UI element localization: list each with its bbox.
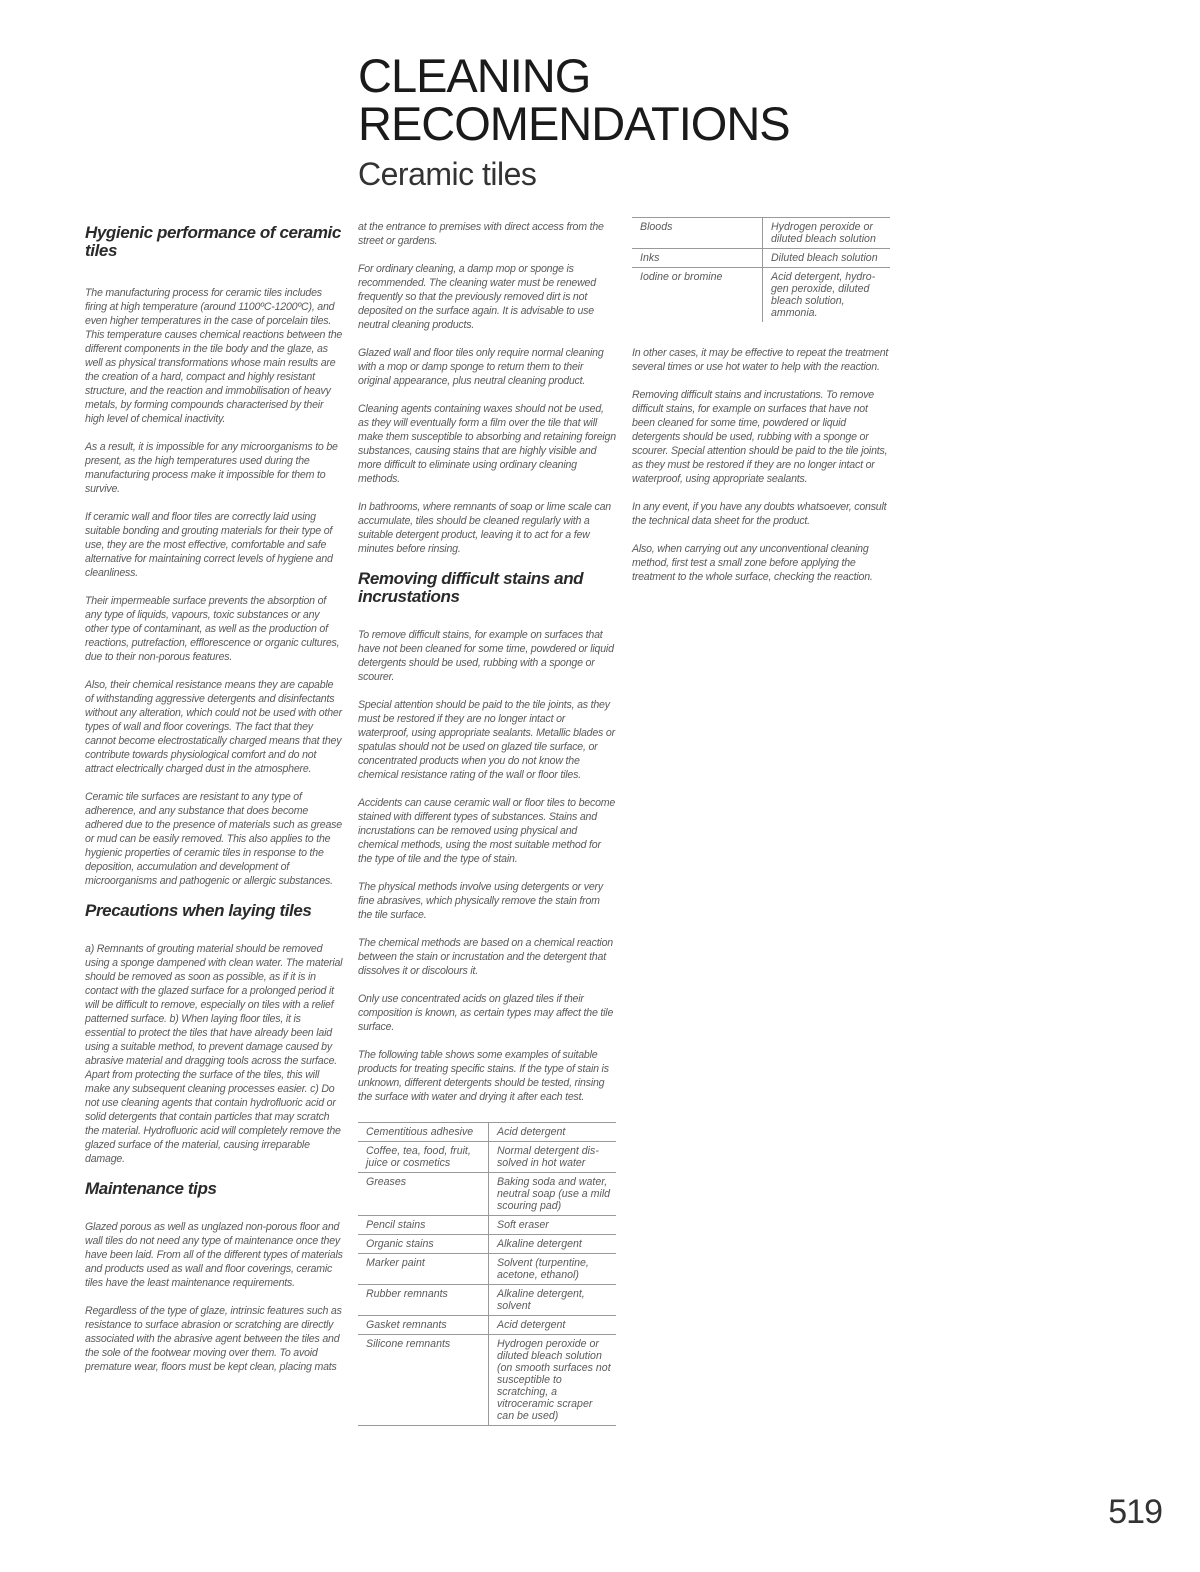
table-row [358, 1316, 616, 1335]
heading-removing: Removing difficult stains and incrustations [358, 569, 584, 606]
stain-cell: Silicone remnants [358, 1335, 489, 1426]
table-row [632, 249, 890, 268]
stain-cell: Inks [632, 249, 763, 268]
stain-cell: Iodine or bromine [632, 268, 763, 323]
table-row [358, 1285, 616, 1316]
paragraph: Accidents can cause ceramic wall or floor tiles to become stained with different types of substances. Stains and incrustations can be removed using physical and chemical methods, using the most suitable method for the type of tile and the type of stain. [358, 797, 616, 865]
table-row [358, 1123, 616, 1142]
paragraph: If ceramic wall and floor tiles are correctly laid using suitable bonding and grouting materials for their type of use, they are the most effective, comfortable and safe alternative for maintaining correct levels of hygiene and cleanliness. [85, 511, 333, 579]
heading-maintenance: Maintenance tips [85, 1179, 217, 1198]
paragraph: Regardless of the type of glaze, intrinsic features such as resistance to surface abrasion or scratching are directly associated with the abrasive agent between the tiles and the sole of the footwear moving over them. To avoid premature wear, floors must be kept clean, placing mats [85, 1305, 342, 1373]
paragraph: In other cases, it may be effective to repeat the treatment several times or use hot water to help with the reaction. [632, 347, 889, 373]
table-row [358, 1142, 616, 1173]
column-1 [85, 218, 343, 1388]
table-row [632, 218, 890, 249]
column-2 [358, 220, 616, 1426]
paragraph: at the entrance to premises with direct access from the street or gardens. [358, 221, 604, 247]
paragraph: Glazed porous as well as unglazed non-porous floor and wall tiles do not need any type of maintenance once they have been laid. From all of the different types of materials and products used as wall and floor coverings, ceramic tiles have the least maintenance requirements. [85, 1221, 343, 1289]
title-block [358, 49, 918, 193]
page-title-line2: RECOMENDATIONS [358, 97, 790, 150]
paragraph: The physical methods involve using detergents or very fine abrasives, which physically remove the stain from the tile surface. [358, 881, 603, 921]
table-row [358, 1335, 616, 1426]
paragraph: To remove difficult stains, for example on surfaces that have not been cleaned for some time, powdered or liquid detergents should be used, rubbing with a sponge or scourer. [358, 629, 614, 683]
treatment-cell: Baking soda and water, neutral soap (use a mild scouring pad) [489, 1173, 617, 1216]
treatment-cell: Normal detergent dis-solved in hot water [489, 1142, 617, 1173]
treatment-cell: Solvent (turpentine, acetone, ethanol) [489, 1254, 617, 1285]
paragraph: Glazed wall and floor tiles only require normal cleaning with a mop or damp sponge to return them to their original appearance, plus neutral cleaning product. [358, 347, 604, 387]
treatment-cell: Hydrogen peroxide or diluted bleach solution [763, 218, 891, 249]
paragraph: For ordinary cleaning, a damp mop or sponge is recommended. The cleaning water must be renewed frequently so that the previously removed dirt is not deposited on the surface again. It is advisable to use neutral cleaning products. [358, 263, 596, 331]
paragraph: Only use concentrated acids on glazed tiles if their composition is known, as certain types may affect the tile surface. [358, 993, 614, 1033]
stain-cell: Cementitious adhesive [358, 1123, 489, 1142]
paragraph: a) Remnants of grouting material should be removed using a sponge dampened with clean water. The material should be removed as soon as possible, as if it is in contact with the glazed surface for a prolonged period it will be difficult to remove, especially on tiles with a relief patterned surface. b) When laying floor tiles, it is essential to protect the tiles that have already been laid using a suitable method, to prevent damage caused by abrasive material and dragging tools across the surface. Apart from protecting the surface of the tiles, this will make any subsequent cleaning processes easier. c) Do not use cleaning agents that contain hydrofluoric acid or solid detergents that contain particles that may scratch the material. Hydrofluoric acid will completely remove the glazed surface of the material, causing irreparable damage. [85, 943, 343, 1165]
column-3 [632, 346, 890, 598]
stain-treatment-table [358, 1122, 616, 1426]
table-row [358, 1254, 616, 1285]
paragraph: Removing difficult stains and incrustations. To remove difficult stains, for example on surfaces that have not been cleaned for some time, powdered or liquid detergents should be used, rubbing with a sponge or scourer. Special attention should be paid to the tile joints, as they must be restored if they are no longer intact or waterproof, using appropriate sealants. [632, 389, 888, 485]
treatment-cell: Acid detergent [489, 1316, 617, 1335]
treatment-cell: Hydrogen peroxide or diluted bleach solution (on smooth surfaces not susceptible to scratching, a vitroceramic scraper can be used) [489, 1335, 617, 1426]
stain-cell: Gasket remnants [358, 1316, 489, 1335]
paragraph: As a result, it is impossible for any microorganisms to be present, as the high temperatures used during the manufacturing process make it impossible for them to survive. [85, 441, 338, 495]
paragraph: Cleaning agents containing waxes should not be used, as they will eventually form a film over the tile that will make them susceptible to absorbing and retaining foreign substances, causing stains that are highly visible and more difficult to eliminate using ordinary cleaning methods. [358, 403, 616, 485]
table-row [358, 1216, 616, 1235]
paragraph: Their impermeable surface prevents the absorption of any type of liquids, vapours, toxic substances or any other type of contaminant, as well as the production of reactions, putrefaction, efflorescence or organic cultures, due to their non-porous features. [85, 595, 340, 663]
table-row [358, 1235, 616, 1254]
paragraph: Special attention should be paid to the tile joints, as they must be restored if they are no longer intact or waterproof, using appropriate sealants. Metallic blades or spatulas should not be used on glazed tile surface, or concentrated products when you do not know the chemical resistance rating of the wall or floor tiles. [358, 699, 615, 781]
stain-cell: Bloods [632, 218, 763, 249]
paragraph: The chemical methods are based on a chemical reaction between the stain or incrustation and the detergent that dissolves it or discolours it. [358, 937, 613, 977]
stain-cell: Pencil stains [358, 1216, 489, 1235]
treatment-cell: Soft eraser [489, 1216, 617, 1235]
page-title-line1: CLEANING [358, 49, 591, 102]
stain-cell: Greases [358, 1173, 489, 1216]
stain-cell: Organic stains [358, 1235, 489, 1254]
paragraph: Ceramic tile surfaces are resistant to any type of adherence, and any substance that does become adhered due to the presence of materials such as grease or mud can be easily removed. This also applies to the hygienic properties of ceramic tiles in response to the deposition, accumulation and development of microorganisms and pathogenic or allergic substances. [85, 791, 342, 887]
treatment-cell: Acid detergent, hydro-gen peroxide, diluted bleach solution, ammonia. [771, 271, 876, 319]
paragraph: In bathrooms, where remnants of soap or lime scale can accumulate, tiles should be cleaned regularly with a suitable detergent product, leaving it to act for a few minutes before rinsing. [358, 501, 611, 555]
page-number: 519 [1108, 1493, 1162, 1531]
heading-precautions: Precautions when laying tiles [85, 901, 312, 920]
treatment-cell: Acid detergent [489, 1123, 617, 1142]
paragraph: The manufacturing process for ceramic tiles includes firing at high temperature (around 1100ºC-1200ºC), and even higher temperatures in the case of porcelain tiles. This temperature causes chemical reactions between the different components in the tile body and the glaze, as well as physical transformations whose main results are the creation of a hard, compact and highly resistant structure, and the reaction and immobilisation of heavy metals, by forming compounds characterised by their high level of chemical inactivity. [85, 287, 343, 425]
stain-treatment-table-continued [632, 217, 890, 322]
treatment-cell: Alkaline detergent [489, 1235, 617, 1254]
table-row [358, 1173, 616, 1216]
stain-cell: Rubber remnants [358, 1285, 489, 1316]
paragraph: In any event, if you have any doubts whatsoever, consult the technical data sheet for the product. [632, 501, 887, 527]
treatment-cell: Diluted bleach solution [763, 249, 891, 268]
heading-hygienic: Hygienic performance of ceramic tiles [85, 223, 341, 260]
paragraph: The following table shows some examples of suitable products for treating specific stains. If the type of stain is unknown, different detergents should be tested, rinsing the surface with water and drying it after each test. [358, 1049, 609, 1103]
treatment-cell: Alkaline detergent, solvent [489, 1285, 617, 1316]
stain-cell: Coffee, tea, food, fruit, juice or cosmetics [358, 1142, 489, 1173]
page-subtitle: Ceramic tiles [358, 156, 537, 192]
paragraph: Also, when carrying out any unconventional cleaning method, first test a small zone before applying the treatment to the whole surface, checking the reaction. [632, 543, 873, 583]
table-row [632, 268, 890, 323]
stain-cell: Marker paint [358, 1254, 489, 1285]
paragraph: Also, their chemical resistance means they are capable of withstanding aggressive detergents and disinfectants without any alteration, which could not be used with other types of wall and floor coverings. The fact that they cannot become electrostatically charged means that they contribute towards physiological comfort and do not attract electrically charged dust in the atmosphere. [85, 679, 342, 775]
